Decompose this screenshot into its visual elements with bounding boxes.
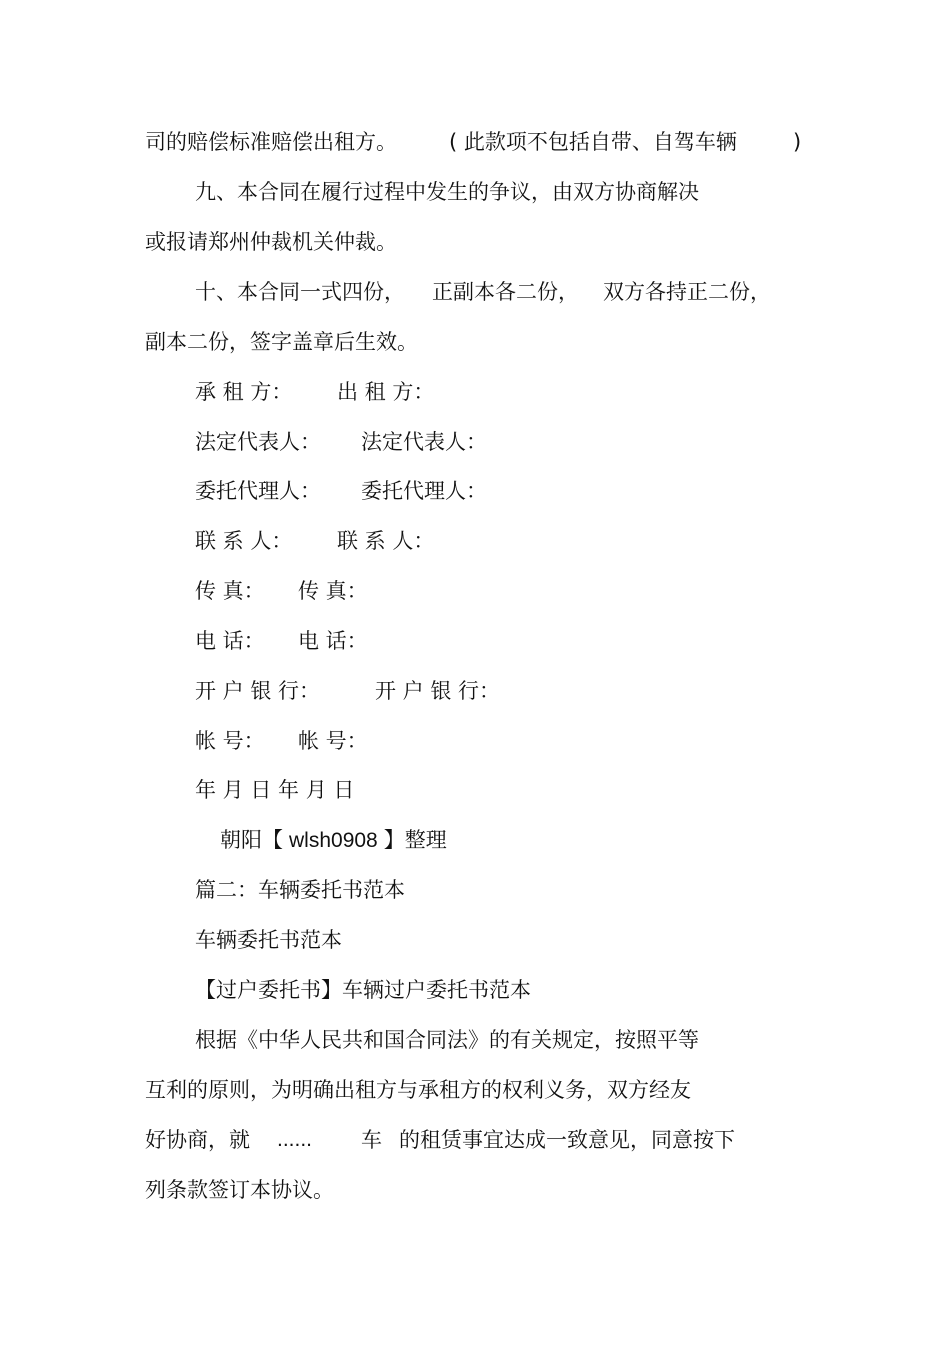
field-label: 开 户 银 行： <box>375 679 501 703</box>
compiler-note <box>220 823 447 857</box>
text-segment: 正副本各二份， <box>432 280 579 304</box>
clause-10-continuation: 副本二份，签字盖章后生效。 <box>145 330 418 354</box>
section-heading: 篇二：车辆委托书范本 <box>195 878 405 902</box>
text-segment: 的租赁事宜达成一致意见，同意按下 <box>399 1128 735 1152</box>
text-segment: 好协商，就 <box>145 1128 250 1152</box>
signature-row-account <box>195 724 368 758</box>
field-label: 法定代表人： <box>195 430 321 454</box>
text-segment: 十、本合同一式四份， <box>195 280 405 304</box>
signature-row-contact <box>195 524 435 558</box>
signature-row-phone <box>195 624 368 658</box>
text-segment: 】整理 <box>383 828 447 852</box>
signature-row-date: 年 月 日 年 月 日 <box>195 778 355 802</box>
field-label: 电 话： <box>298 629 368 653</box>
field-label: 帐 号： <box>298 729 368 753</box>
paragraph-line <box>145 1123 735 1157</box>
signature-row-fax <box>195 574 368 608</box>
field-label: 法定代表人： <box>361 430 487 454</box>
text-segment: 司的赔偿标准赔偿出租方。 <box>145 130 397 154</box>
closing-paren: ) <box>793 130 802 154</box>
ellipsis-placeholder: ...... <box>277 1128 313 1151</box>
field-label: 委托代理人： <box>361 479 487 503</box>
signature-row-legal-rep <box>195 425 487 459</box>
lessee-label: 承 租 方： <box>195 380 293 404</box>
clause-8-continuation <box>145 125 802 159</box>
field-label: 委托代理人： <box>195 479 321 503</box>
field-label: 联 系 人： <box>195 529 293 553</box>
field-label: 联 系 人： <box>337 529 435 553</box>
clause-10 <box>195 275 771 309</box>
signature-row-party <box>195 375 435 409</box>
field-label: 传 真： <box>298 579 368 603</box>
document-title: 车辆委托书范本 <box>195 928 342 952</box>
clause-9-continuation: 或报请郑州仲裁机关仲裁。 <box>145 230 397 254</box>
paragraph-line: 列条款签订本协议。 <box>145 1178 334 1202</box>
paragraph-line: 根据《中华人民共和国合同法》的有关规定，按照平等 <box>195 1028 699 1052</box>
signature-row-bank <box>195 674 501 708</box>
clause-9: 九、本合同在履行过程中发生的争议，由双方协商解决 <box>195 180 699 204</box>
field-label: 传 真： <box>195 579 265 603</box>
parenthetical-note: ( 此款项不包括自带、自驾车辆 <box>449 130 737 154</box>
text-segment: 朝阳【 <box>220 828 283 852</box>
signature-row-agent <box>195 474 487 508</box>
paragraph-line: 互利的原则，为明确出租方与承租方的权利义务，双方经友 <box>145 1078 691 1102</box>
lessor-label: 出 租 方： <box>337 380 435 404</box>
compiler-id: wlsh0908 <box>289 829 378 852</box>
text-segment: 车 <box>361 1128 382 1152</box>
field-label: 开 户 银 行： <box>195 679 321 703</box>
field-label: 帐 号： <box>195 729 265 753</box>
subtitle: 【过户委托书】车辆过户委托书范本 <box>195 978 531 1002</box>
field-label: 电 话： <box>195 629 265 653</box>
text-segment: 双方各持正二份， <box>603 280 771 304</box>
